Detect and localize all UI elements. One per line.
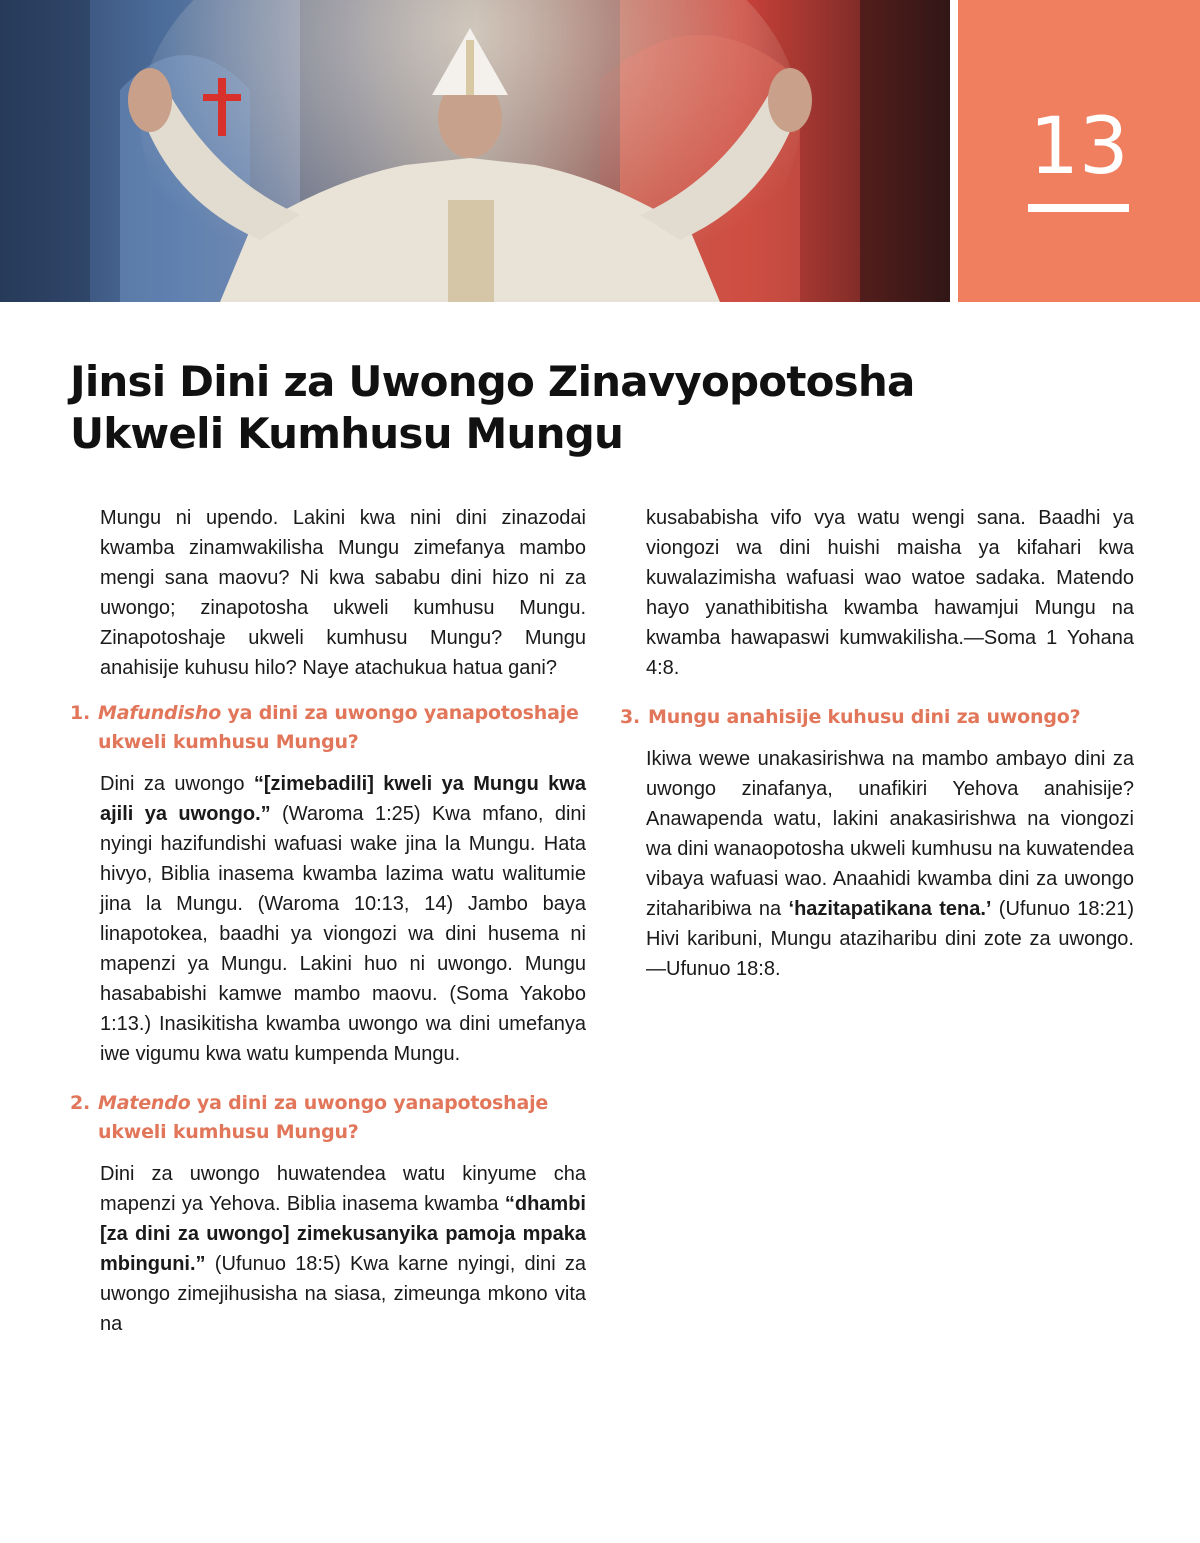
priest-illustration (0, 0, 950, 302)
chapter-underline (1028, 204, 1129, 212)
question-1 (70, 699, 586, 757)
left-column (70, 503, 586, 1339)
answer-2-paragraph (70, 1159, 586, 1339)
intro-paragraph: Mungu ni upendo. Lakini kwa nini dini zinazodai kwamba zinamwakilisha Mungu zimefanya mambo mengi sana maovu? Ni kwa sababu dini hizo ni za uwongo; zinapotosha ukweli kumhusu Mungu. Zinapotoshaje ukweli kumhusu Mungu? Mungu anahisije kuhusu hilo? Naye atachukua hatua gani? (100, 507, 586, 679)
question-3-number: 3. (620, 706, 641, 728)
question-2 (70, 1089, 586, 1147)
question-2-emphasis: Matendo (98, 1092, 191, 1114)
chapter-badge (958, 0, 1200, 302)
question-2-text: ya dini za uwongo yanapotoshaje ukweli kumhusu Mungu? (98, 1092, 549, 1143)
chapter-number: 13 (1029, 102, 1129, 192)
answer-3-text-a: Ikiwa wewe unakasirishwa na mambo ambayo dini za uwongo zinafanya, unafikiri Yehova anahisije? Anawapenda watu, lakini anakasirishwa na viongozi wa dini wanaopotosha ukweli kumhusu na kuwatendea vibaya wafuasi wao. Anaahidi kwamba dini za uwongo zitaharibiwa na (646, 748, 1134, 920)
question-2-number: 2. (70, 1092, 91, 1114)
header-divider (950, 0, 958, 302)
question-3-text: Mungu anahisije kuhusu dini za uwongo? (648, 706, 1081, 728)
question-1-number: 1. (70, 702, 91, 724)
question-1-text: ya dini za uwongo yanapotoshaje ukweli kumhusu Mungu? (98, 702, 579, 753)
answer-2-quote: “dhambi [za dini za uwongo] zimekusanyika pamoja mpaka mbinguni.” (100, 1193, 586, 1275)
header-photo (0, 0, 950, 302)
answer-2-text-b: (Ufunuo 18:5) Kwa karne nyingi, dini za uwongo zimejihusisha na siasa, zimeunga mkono vita na (100, 1253, 586, 1335)
title-line-2: Ukweli Kumhusu Mungu (70, 409, 624, 458)
question-1-emphasis: Mafundisho (98, 702, 222, 724)
title-line-1: Jinsi Dini za Uwongo Zinavyopotosha (70, 357, 915, 406)
answer-3-quote: ‘hazitapatikana tena.’ (788, 898, 992, 920)
answer-1-paragraph (70, 769, 586, 1069)
answer-1-text-a: Dini za uwongo (100, 773, 254, 795)
question-3 (620, 703, 1134, 732)
answer-2-continued: kusababisha vifo vya watu wengi sana. Baadhi ya viongozi wa dini huishi maisha ya kifahari kwa kuwalazimisha wafuasi wao watoe sadaka. Matendo hayo yanathibitisha kwamba hawamjui Mungu na kwamba hawapaswi kumwakilisha.—Soma 1 Yohana 4:8. (646, 507, 1134, 679)
answer-1-text-b: (Waroma 1:25) Kwa mfano, dini nyingi hazifundishi wafuasi wake jina la Mungu. Hata hivyo, Biblia inasema kwamba lazima watu walitumie jina la Mungu. (Waroma 10:13, 14) Jambo baya linapotokea, baadhi ya viongozi wa dini husema ni mapenzi ya Mungu. Lakini huo ni uwongo. Mungu hasababishi kamwe mambo maovu. (Soma Yakobo 1:13.) Inasikitisha kwamba uwongo wa dini umefanya iwe vigumu kwa watu kumpenda Mungu. (100, 803, 586, 1065)
page-title (70, 356, 1070, 460)
answer-3-paragraph (620, 744, 1134, 984)
answer-2-text-a: Dini za uwongo huwatendea watu kinyume cha mapenzi ya Yehova. Biblia inasema kwamba (100, 1163, 586, 1215)
answer-1-quote: “[zimebadili] kweli ya Mungu kwa ajili ya uwongo.” (100, 773, 586, 825)
answer-3-text-b: (Ufunuo 18:21) Hivi karibuni, Mungu ataziharibu dini zote za uwongo.—Ufunuo 18:8. (646, 898, 1134, 980)
right-column (620, 503, 1134, 984)
